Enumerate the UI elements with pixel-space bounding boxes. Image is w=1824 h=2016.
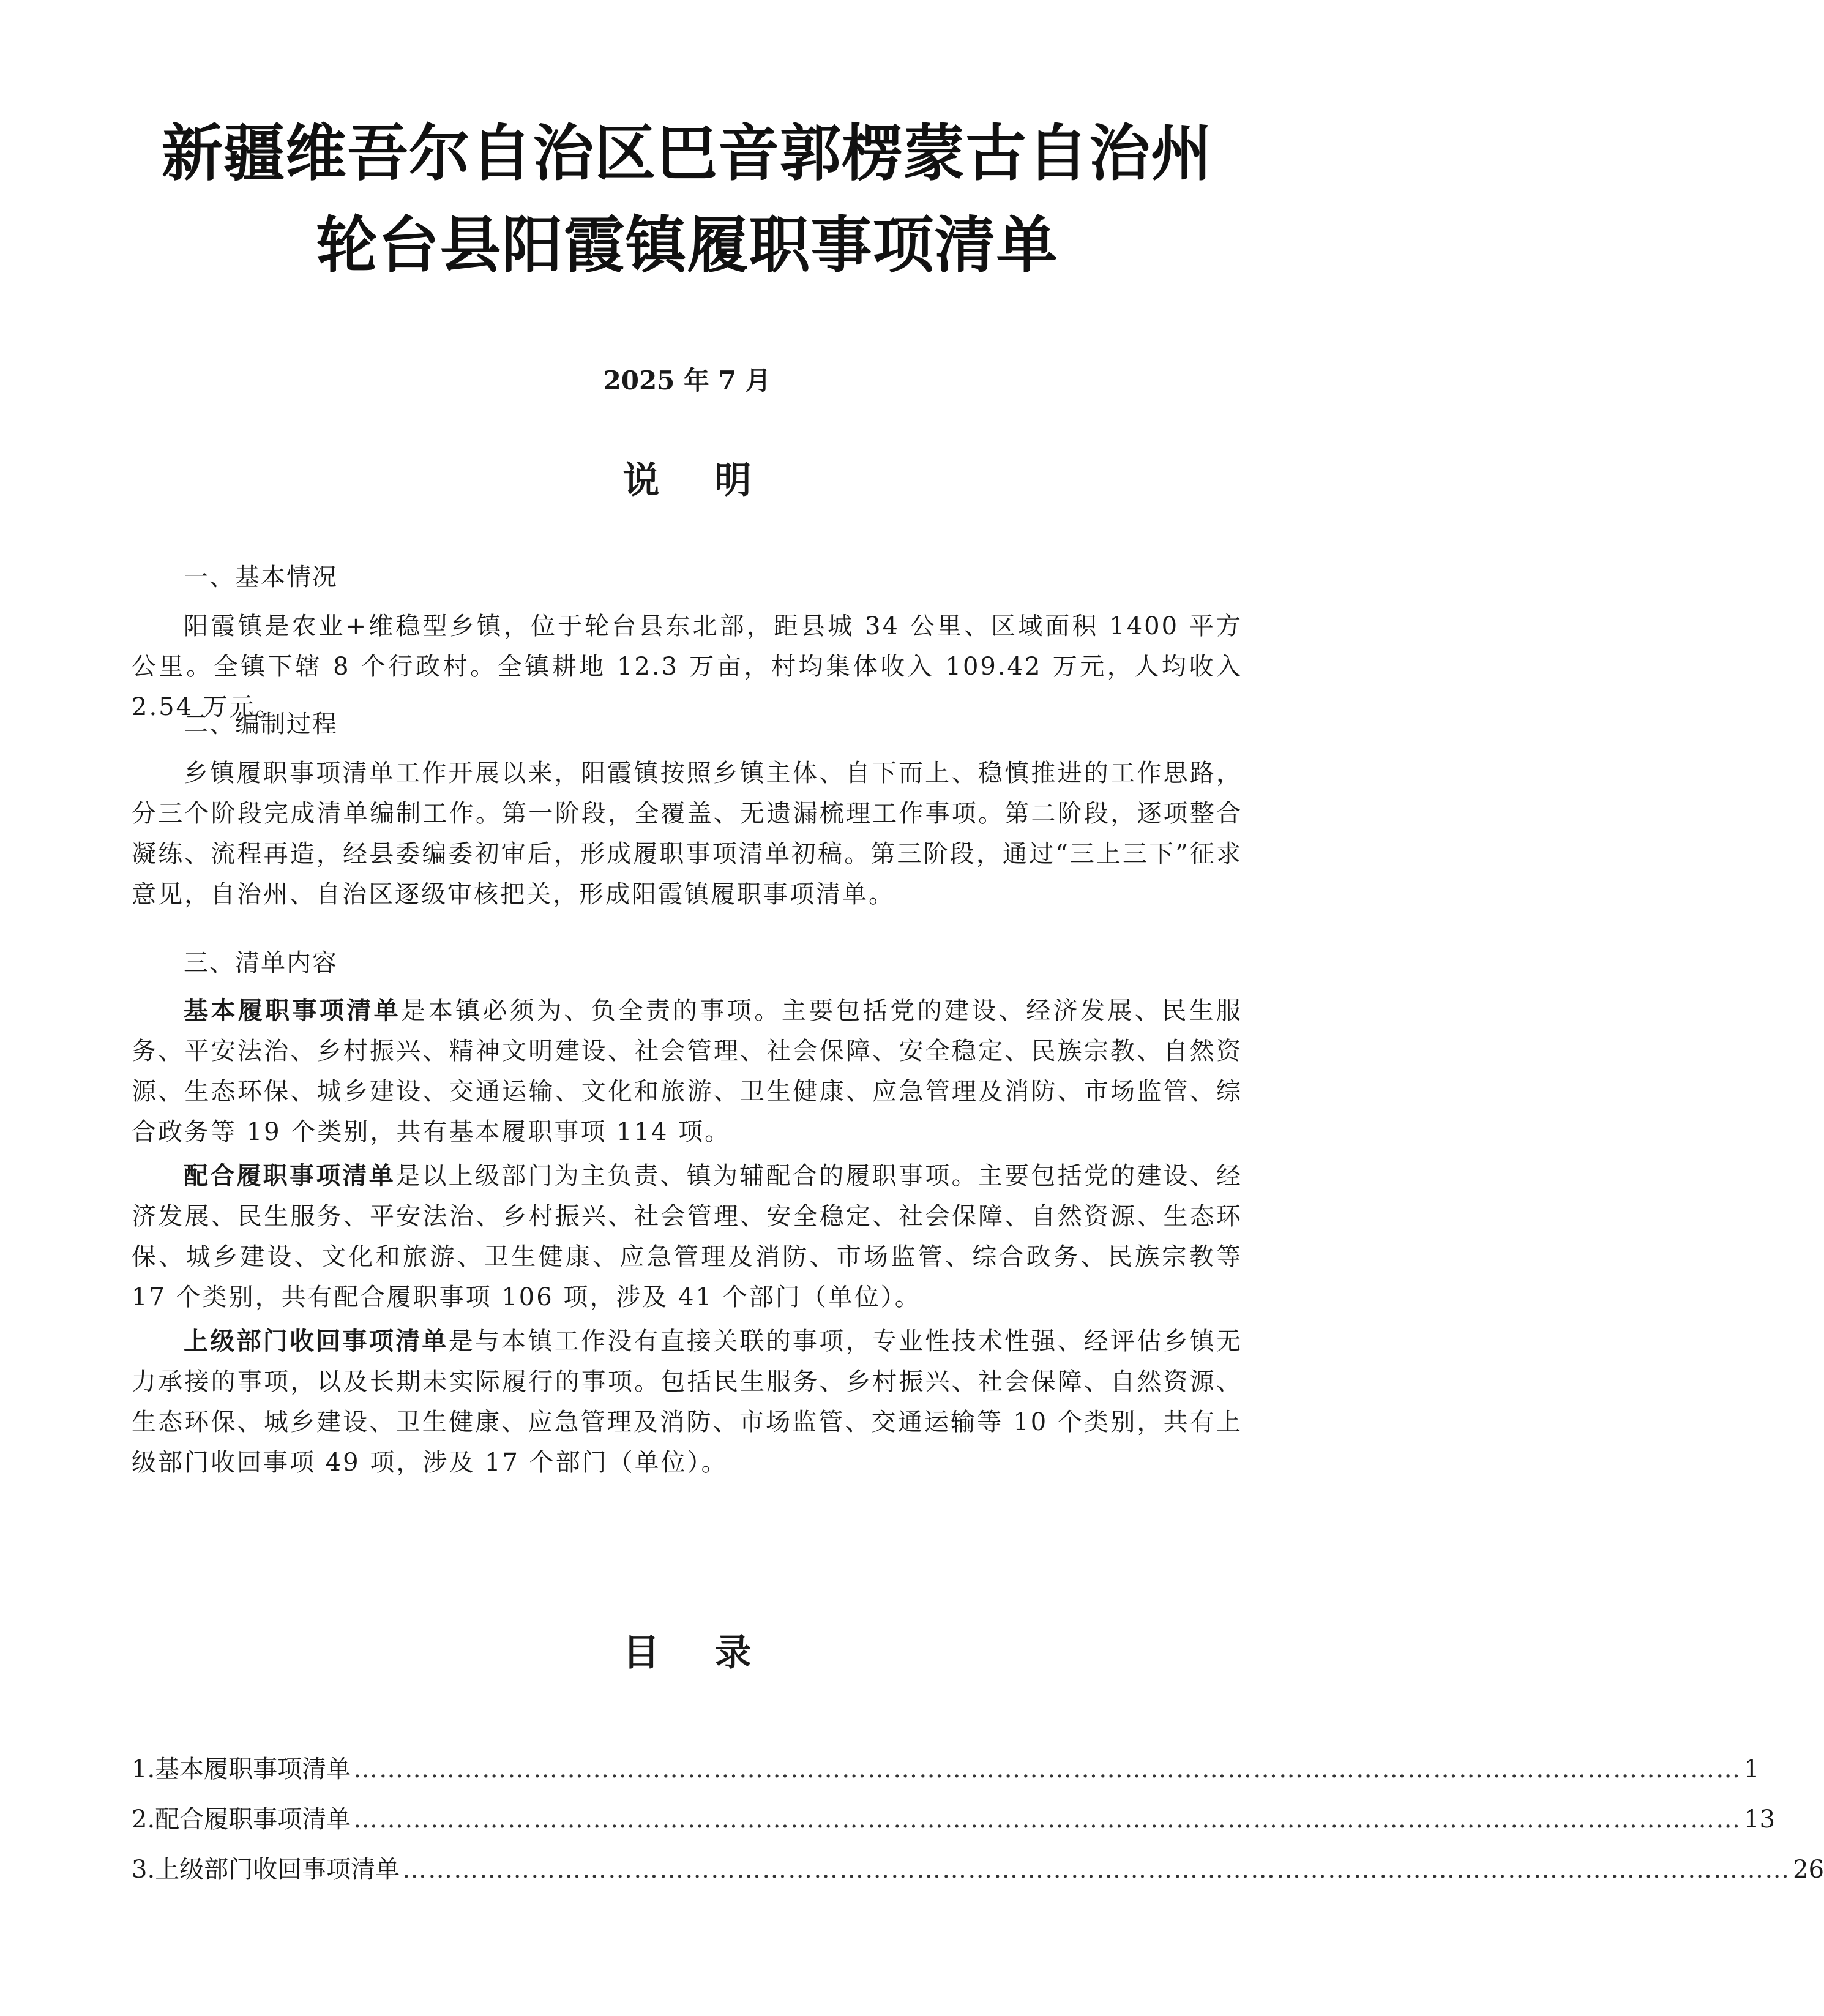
paragraph-text: 是本镇必须为、负全责的事项。主要包括党的建设、经济发展、民生服务、平安法治、乡村振兴、精神文明建设、社会管理、社会保障、安全稳定、民族宗教、自然资源、生态环保、城乡建设、交通运输、文化和旅游、卫生健康、应急管理及消防、市场监管、综合政务等 19 个类别，共有基本履职事项 114 项。	[132, 997, 1243, 1146]
toc-item-label: 2.配合履职事项清单	[132, 1805, 351, 1834]
toc-leader-dots: ………………………………………………………………………………………………………………………………………………	[402, 1856, 1791, 1884]
toc-leader-dots: ………………………………………………………………………………………………………………………………………………	[353, 1755, 1742, 1783]
document-title-line-1: 新疆维吾尔自治区巴音郭楞蒙古自治州	[162, 117, 1213, 189]
section-body-list-content	[132, 991, 1243, 1483]
toc-item[interactable]	[132, 1801, 1776, 1851]
paragraph-text: 乡镇履职事项清单工作开展以来，阳霞镇按照乡镇主体、自下而上、稳慎推进的工作思路，分三个阶段完成清单编制工作。第一阶段，全覆盖、无遗漏梳理工作事项。第二阶段，逐项整合凝练、流程再造，经县委编委初审后，形成履职事项清单初稿。第三阶段，通过“三上三下”征求意见，自治州、自治区逐级审核把关，形成阳霞镇履职事项清单。	[132, 759, 1243, 909]
paragraph-text: 是以上级部门为主负责、镇为辅配合的履职事项。主要包括党的建设、经济发展、民生服务、平安法治、乡村振兴、社会管理、安全稳定、社会保障、自然资源、生态环保、城乡建设、文化和旅游、卫生健康、应急管理及消防、市场监管、综合政务、民族宗教等 17 个类别，共有配合履职事项 106 项，涉及 41 个部门（单位）。	[132, 1162, 1243, 1311]
toc-item[interactable]	[132, 1751, 1760, 1801]
document-title-line-2: 轮台县阳霞镇履职事项清单	[316, 209, 1058, 281]
paragraph-basic-list	[132, 991, 1243, 1152]
toc-item-label: 3.上级部门收回事项清单	[132, 1856, 400, 1884]
toc-item-page: 1	[1744, 1755, 1760, 1783]
paragraph-cooperative-list	[132, 1156, 1243, 1317]
section-title-list-content: 三、清单内容	[184, 949, 338, 977]
section-title-basic-info: 一、基本情况	[184, 563, 338, 591]
toc-item[interactable]	[132, 1851, 1824, 1902]
paragraph-term: 基本履职事项清单	[184, 996, 402, 1025]
table-of-contents	[132, 1751, 1824, 1902]
toc-item-page: 13	[1744, 1805, 1776, 1834]
paragraph	[132, 753, 1243, 915]
paragraph-revoked-list	[132, 1321, 1243, 1483]
toc-item-label: 1.基本履职事项清单	[132, 1755, 351, 1783]
section-body-compilation-process	[132, 753, 1243, 915]
toc-item-page: 26	[1793, 1856, 1824, 1884]
toc-heading: 目录	[622, 1632, 807, 1674]
paragraph-term: 配合履职事项清单	[184, 1161, 396, 1190]
toc-leader-dots: ………………………………………………………………………………………………………………………………………………	[353, 1805, 1742, 1834]
section-title-compilation-process: 二、编制过程	[184, 710, 338, 738]
explanation-heading: 说明	[622, 459, 807, 502]
paragraph-term: 上级部门收回事项清单	[184, 1327, 449, 1355]
paragraph-text: 阳霞镇是农业+维稳型乡镇，位于轮台县东北部，距县城 34 公里、区域面积 1400 平方公里。全镇下辖 8 个行政村。全镇耕地 12.3 万亩，村均集体收入 109.42 万元，人均收入 2.54 万元。	[132, 612, 1243, 721]
document-date: 2025 年 7 月	[603, 365, 771, 395]
paragraph-text: 是与本镇工作没有直接关联的事项，专业性技术性强、经评估乡镇无力承接的事项，以及长期未实际履行的事项。包括民生服务、乡村振兴、社会保障、自然资源、生态环保、城乡建设、卫生健康、应急管理及消防、市场监管、交通运输等 10 个类别，共有上级部门收回事项 49 项，涉及 17 个部门（单位）。	[132, 1327, 1243, 1477]
